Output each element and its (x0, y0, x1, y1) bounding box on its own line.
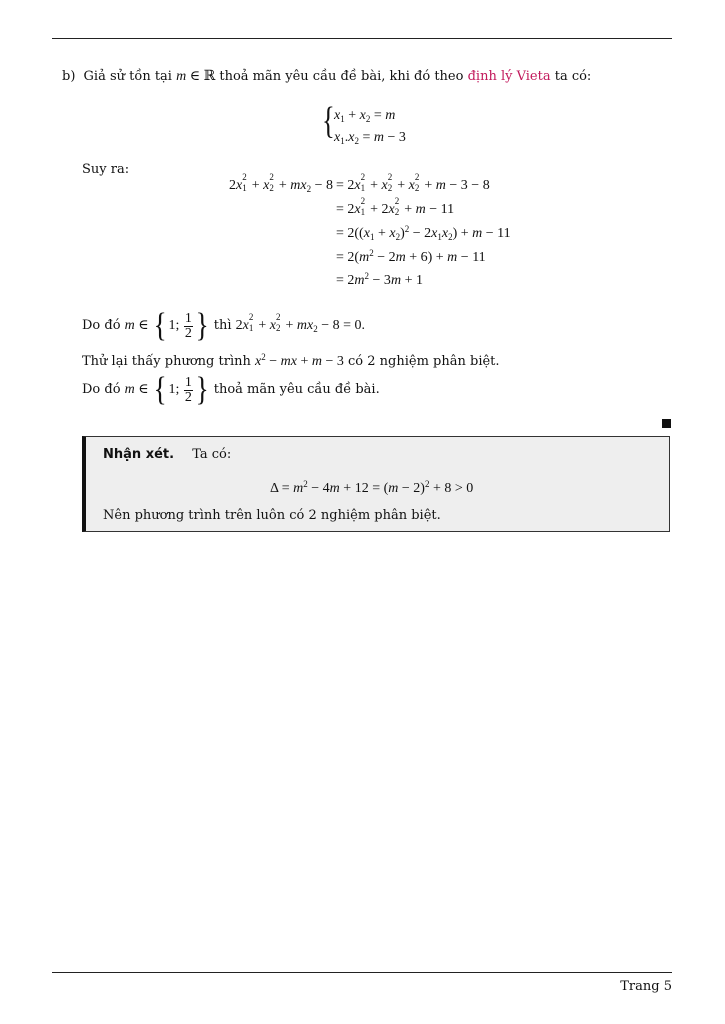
intro-text-mid: thoả mãn yêu cầu đề bài, khi đó theo (219, 69, 464, 84)
vieta-link[interactable]: định lý Vieta (467, 69, 551, 84)
check-equation: $x^2$ − mx + m − 3 (255, 352, 344, 369)
conclusion-1-prefix: Do đó (82, 318, 121, 334)
suy-ra-label: Suy ra: (82, 162, 130, 177)
conclusion-2-suffix: thoả mãn yêu cầu đề bài. (213, 382, 380, 398)
remark-title: Nhận xét. (103, 447, 175, 462)
footer-rule (52, 972, 672, 973)
system-brace: { (322, 100, 335, 142)
conclusion-1 (82, 307, 365, 344)
conclusion-2 (82, 371, 380, 408)
derivation-line-4: = $2(m^2 - 2m + 6) + m - 11$ (336, 248, 486, 265)
derivation-line-5: = $2m^2 - 3m + 1$ (336, 271, 423, 288)
system-eq-product: $x_1.x_2 = m - 3$ (334, 130, 406, 146)
check-suffix: có 2 nghiệm phân biệt. (348, 354, 500, 369)
qed-square-icon (662, 419, 671, 428)
check-prefix: Thử lại thấy phương trình (82, 354, 251, 369)
system-eq-sum: $x_1 + x_2 = m$ (334, 108, 396, 124)
check-line (82, 354, 500, 370)
conclusion-1-suffix: thì (213, 318, 232, 334)
fraction-one-half: $\frac{1}{2}$ (184, 310, 192, 341)
page-number: Trang 5 (620, 979, 672, 994)
intro-text-before: Giả sử tồn tại (83, 69, 172, 84)
remark-header (103, 447, 231, 462)
conclusion-1-set: m ∈ { 1; $\frac{1}{2}$ } (124, 307, 209, 344)
intro-math-m-in-R: m ∈ ℝ (176, 69, 216, 84)
remark-intro: Ta có: (192, 447, 232, 462)
derivation-line-3: = $2((x_1 + x_2)^2 - 2x_1x_2) + m - 11$ (336, 224, 511, 242)
derivation-line-2: = 2x 2 1 + 2x 2 2 + m − 11 (336, 196, 455, 217)
remark-note: Nên phương trình trên luôn có 2 nghiệm phân biệt. (103, 508, 441, 523)
derivation-lhs: 2x 2 1 + x 2 2 + $mx_2 - 8$ (229, 172, 333, 194)
intro-line (62, 68, 591, 85)
conclusion-1-equation: 2x 2 1 + x 2 2 + $mx_2 - 8 = 0$. (235, 312, 365, 335)
header-rule (52, 38, 672, 39)
remark-discriminant: $\Delta = m^2 - 4m + 12 = (m - 2)^2 + 8 > 0$ (270, 479, 474, 496)
intro-text-after: ta có: (554, 69, 592, 84)
conclusion-2-prefix: Do đó (82, 382, 121, 398)
item-label: b) (62, 69, 76, 84)
fraction-one-half-2: $\frac{1}{2}$ (184, 374, 192, 405)
derivation-line-1: = 2x 2 1 + x 2 2 + x 2 2 + m − 3 − 8 (336, 172, 490, 193)
remark-box (82, 436, 670, 532)
conclusion-2-set: m ∈ { 1; $\frac{1}{2}$ } (124, 371, 209, 408)
